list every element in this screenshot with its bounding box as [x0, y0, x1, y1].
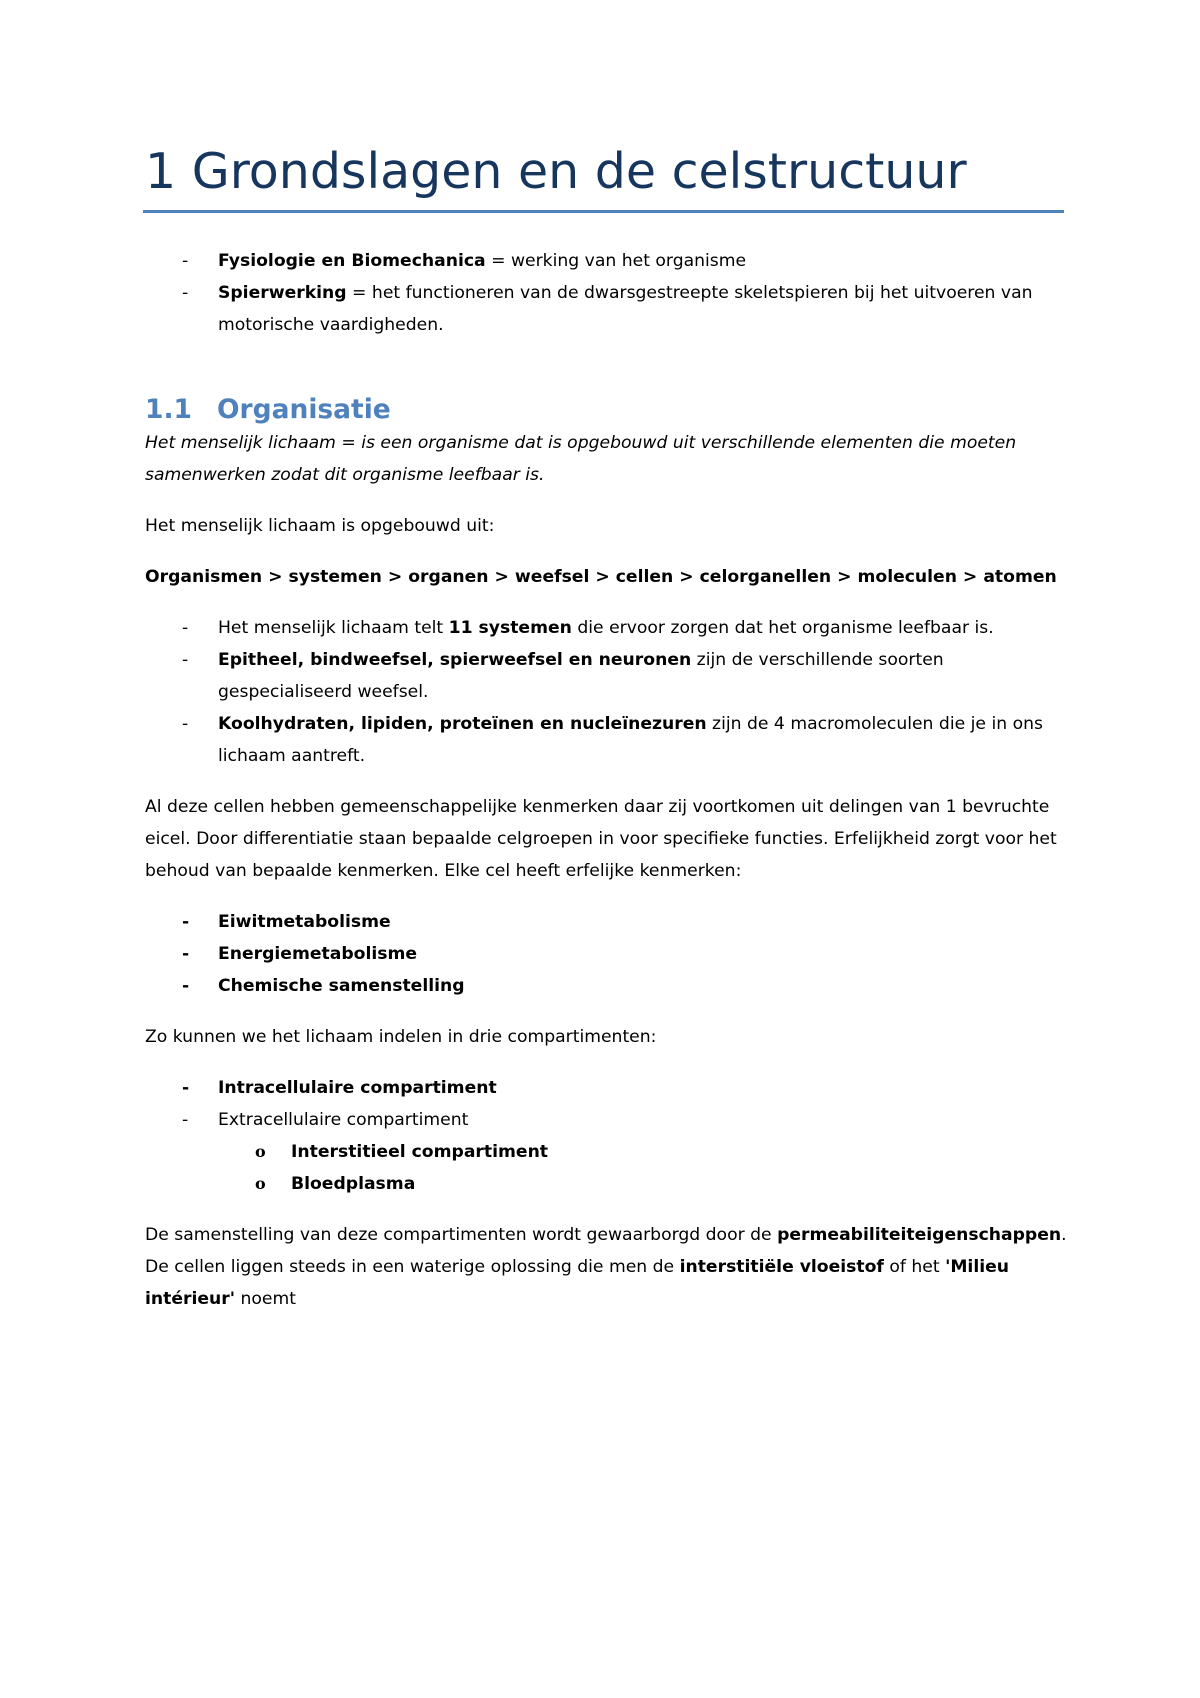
heading-underline — [143, 210, 1064, 213]
list-item — [145, 644, 1075, 708]
dash-marker: - — [182, 944, 190, 964]
list-item — [145, 277, 1075, 341]
compartments-list — [145, 1072, 1075, 1136]
list-item — [145, 612, 1075, 644]
fact-text: zijn de 4 macromoleculen die je in ons lichaam aantreft. — [218, 714, 1043, 766]
hierarchy-text: Organismen > systemen > organen > weefsel > cellen > celorganellen > moleculen > atomen — [145, 567, 1057, 587]
closing-bold: 'Milieu intérieur' — [145, 1257, 1009, 1309]
hierarchy-paragraph — [145, 561, 1075, 593]
dash-marker: - — [182, 1078, 190, 1098]
list-item — [145, 970, 1075, 1002]
list-item — [145, 906, 1075, 938]
term: Fysiologie en Biomechanica — [218, 251, 486, 271]
closing-text: . De cellen liggen steeds in een waterige oplossing die men de — [145, 1225, 1067, 1277]
intro-list — [145, 245, 1075, 341]
section-number: 1.1 — [145, 394, 192, 425]
dash-marker: - — [182, 714, 189, 734]
dash-marker: - — [182, 912, 190, 932]
fact-text: zijn de verschillende soorten gespecialiseerd weefsel. — [218, 650, 944, 702]
sub-compartment: Bloedplasma — [291, 1174, 416, 1194]
heading-1: 1 Grondslagen en de celstructuur — [145, 143, 967, 200]
dash-marker: - — [182, 1110, 189, 1130]
definition-text: = het functioneren van de dwarsgestreepte skeletspieren bij het uitvoeren van motorische vaardigheden. — [218, 283, 1033, 335]
closing-text: De samenstelling van deze compartimenten wordt gewaarborgd door de — [145, 1225, 778, 1245]
fact-bold: Epitheel, bindweefsel, spierweefsel en neuronen — [218, 650, 692, 670]
fact-text: die ervoor zorgen dat het organisme leefbaar is. — [571, 618, 994, 638]
closing-text: noemt — [235, 1289, 296, 1309]
dash-marker: - — [182, 283, 189, 303]
list-item — [145, 245, 1075, 277]
term: Spierwerking — [218, 283, 347, 303]
list-item — [145, 708, 1075, 772]
list-item — [145, 1104, 1075, 1136]
fact-bold: Koolhydraten, lipiden, proteïnen en nucleïnezuren — [218, 714, 707, 734]
cells-paragraph: Al deze cellen hebben gemeenschappelijke kenmerken daar zij voortkomen uit delingen van 1 bevruchte eicel. Door differentiatie staan bepaalde celgroepen in voor specifieke functies. Erfelijkheid zorgt voor het behoud van bepaalde kenmerken. Elke cel heeft erfelijke kenmerken: — [145, 797, 1057, 881]
closing-bold: permeabiliteiteigenschappen — [777, 1225, 1062, 1245]
characteristic: Energiemetabolisme — [218, 944, 418, 964]
closing-bold: interstitiële vloeistof — [679, 1257, 884, 1277]
characteristics-list — [145, 906, 1075, 1002]
dash-marker: - — [182, 251, 189, 271]
characteristic: Chemische samenstelling — [218, 976, 465, 996]
sub-compartment: Interstitieel compartiment — [291, 1142, 549, 1162]
list-item — [145, 1168, 1075, 1200]
document-body — [145, 245, 1075, 1315]
bullet-o-marker: o — [255, 1142, 266, 1161]
facts-list — [145, 612, 1075, 772]
list-item — [145, 938, 1075, 970]
closing-paragraph — [145, 1219, 1075, 1315]
list-item — [145, 1136, 1075, 1168]
definition-paragraph: Het menselijk lichaam = is een organisme dat is opgebouwd uit verschillende elementen die moeten samenwerken zodat dit organisme leefbaar is. — [145, 433, 1017, 485]
dash-marker: - — [182, 618, 189, 638]
definition-text: = werking van het organisme — [485, 251, 747, 271]
characteristic: Eiwitmetabolisme — [218, 912, 391, 932]
section-title: Organisatie — [217, 394, 391, 425]
sub-compartments-list — [145, 1136, 1075, 1200]
dash-marker: - — [182, 976, 190, 996]
dash-marker: - — [182, 650, 189, 670]
built-from-paragraph: Het menselijk lichaam is opgebouwd uit: — [145, 516, 495, 536]
bullet-o-marker: o — [255, 1174, 266, 1193]
compartments-intro: Zo kunnen we het lichaam indelen in drie compartimenten: — [145, 1027, 657, 1047]
fact-bold: 11 systemen — [448, 618, 572, 638]
compartment: Extracellulaire compartiment — [218, 1110, 469, 1130]
heading-2 — [145, 393, 1075, 427]
closing-text: of het — [883, 1257, 946, 1277]
fact-text: Het menselijk lichaam telt — [218, 618, 449, 638]
compartment: Intracellulaire compartiment — [218, 1078, 497, 1098]
list-item — [145, 1072, 1075, 1104]
